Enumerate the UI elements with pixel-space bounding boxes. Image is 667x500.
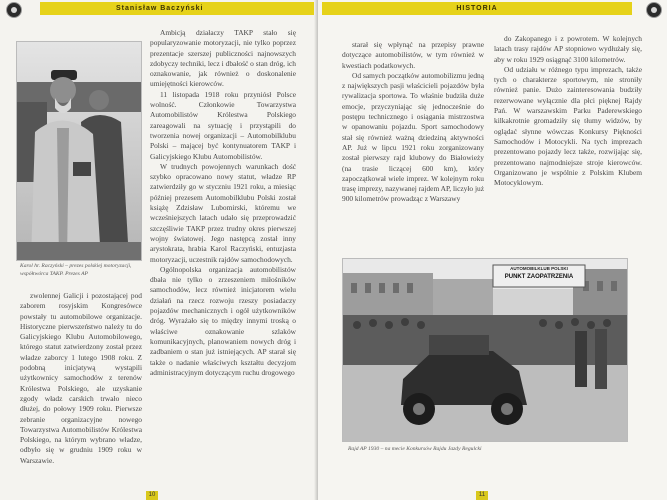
left-page (0, 0, 333, 500)
emblem-icon (6, 2, 22, 18)
portrait-photo (16, 41, 142, 261)
page-number-left: 10 (146, 491, 158, 500)
rally-photo (342, 258, 628, 442)
right-col1 (342, 40, 484, 205)
right-col2 (494, 34, 642, 188)
rally-photo-image (343, 259, 627, 441)
left-col2 (150, 28, 296, 378)
paragraph: Ambicją działaczy TAKP stało się popularyzowanie motoryzacji, nie tylko poprzez prezentacje szerszej publiczności najnowszych zdobyczy techniki, lecz i dbałość o stan dróg, ich oznakowanie, jak również o doskonalenie umiejętności kierowców. (150, 28, 296, 89)
banner-text: PUNKT ZAOPATRZENIA (504, 274, 574, 280)
paragraph: 11 listopada 1918 roku przyniósł Polsce wolność. Członkowie Towarzystwa Automobilistów Królestwa Polskiego zareagowali na sytuację i przystąpili do tworzenia nowej organizacji – Automobilklubu Polski – mającej być kontynuatorem TAKP i Galicyjskiego Klubu Automobilistów. (150, 89, 296, 161)
paragraph: starał się wpłynąć na przepisy prawne dotyczące automobilistów, w tym również w kwestiach podatkowych. (342, 40, 484, 70)
left-col1-bottom (20, 291, 142, 466)
left-running-header: Stanisław Baczyński (40, 2, 314, 15)
paragraph: Od udziału w różnego typu imprezach, także tych o charakterze sportowym, nie stroniły również panie. Dużo zainteresowania budziły rezerwowane wyłącznie dla płci pięknej Rajdy Pań. W warszawskim Parku Paderewskiego kilkakrotnie gromadziły się tłumy widzów, by oglądać słynne wówczas Konkursy Piękności Samochodów i Motocykli. Na tych imprezach prezentowano pojazdy lecz także, rozwijając się, prezentowano najmodniejsze stroje kierowców. Organizowano je wspólnie z Polskim Klubem Motocyklowym. (494, 64, 642, 188)
rally-caption: Rajd AP 1930 – na mecie Konkursów Rajdu Jazdy Regulcki (348, 446, 482, 452)
portrait-caption: Karol hr. Raczyński – prezes polskiej motoryzacji, współtwórca TAKP. Prezes AP (20, 263, 132, 277)
right-page (318, 0, 667, 500)
paragraph: zwolennej Galicji i pozostającej pod zaborem rosyjskim Kongresówce powstały tu automobilowe organizacje. Historyczne pierwszeństwo należy tu do Galicyjskiego Klubu Automobilowego, którego statut zatwierdzony został przez władze zaborcy 1 lutego 1908 roku. Z podobną inicjatywą wystąpili użytkownicy samochodów z terenów Królestwa Polskiego, ale uzyskanie zgody władz carskich trwało nieco dłużej, do połowy 1909 roku. Pierwsze zebranie organizacyjne nowego Towarzystwa Automobilistów Królestwa Polskiego, na którym wybrano władze, odbyło się w grudniu 1909 roku w Warszawie. (20, 291, 142, 465)
right-running-header: HISTORIA (322, 2, 632, 15)
paragraph: Od samych początków automobilizmu jedną z największych pasji właścicieli pojazdów była rywalizacja sportowa. To właśnie budziła duże emocje, przyczyniając się jednocześnie do postępu technicznego i osiągania mistrzostwa w opanowaniu pojazdu. Sport samochodowy stał się również ważną dziedziną aktywności AP. Już w lipcu 1921 roku zorganizowany został pierwszy rajd klubowy do Białowieży (na trasie liczącej 600 km), który zapoczątkował wiele imprez. W kolejnym roku trasę imprezy, nazywanej rajdem AP, liczyło już 900 kilometrów prowadząc z Warszawy (342, 70, 484, 204)
paragraph: do Zakopanego i z powrotem. W kolejnych latach trasy rajdów AP stopniowo wydłużały się, aby w roku 1929 osiągnąć 3100 kilometrów. (494, 34, 642, 64)
emblem-icon (646, 2, 662, 18)
paragraph: Ogólnopolska organizacja automobilistów dbała nie tylko o zrzeszeniem miłośników samochodów, lecz również inicjatorem wielu działań na rzecz rozwoju rzeszy posiadaczy pojazdów mechanicznych i ogół użytkowników dróg. Wyrażało się to między innymi troską o właściwe oznakowanie szlaków komunikacyjnych, planowaniem nowych dróg i zadbaniem o stan już istniejących. AP starał się także o nadanie właściwych kształtu decyzjom administracyjnym dotyczącym ruchu drogowego (150, 264, 296, 377)
portrait-photo-image (17, 42, 141, 260)
banner-top-text: AUTOMOBILKLUB POLSKI (510, 266, 568, 271)
paragraph: W trudnych powojennych warunkach dość szybko opracowano nowy statut, władze RP zatwierdziły go w styczniu 1921 roku, a miesiąc później prezesem Automobilklubu Polski został książę Zdzisław Lubomirski, któremu we wcześniejszych latach udało się przeprowadzić szczęśliwie TAKP przez trudny okres pierwszej wojny światowej. Jego następcą został inny arystokrata, hrabia Karol Raczyński, entuzjasta motoryzacji, uczestnik rajdów samochodowych. (150, 161, 296, 264)
page-number-right: 11 (476, 491, 488, 500)
